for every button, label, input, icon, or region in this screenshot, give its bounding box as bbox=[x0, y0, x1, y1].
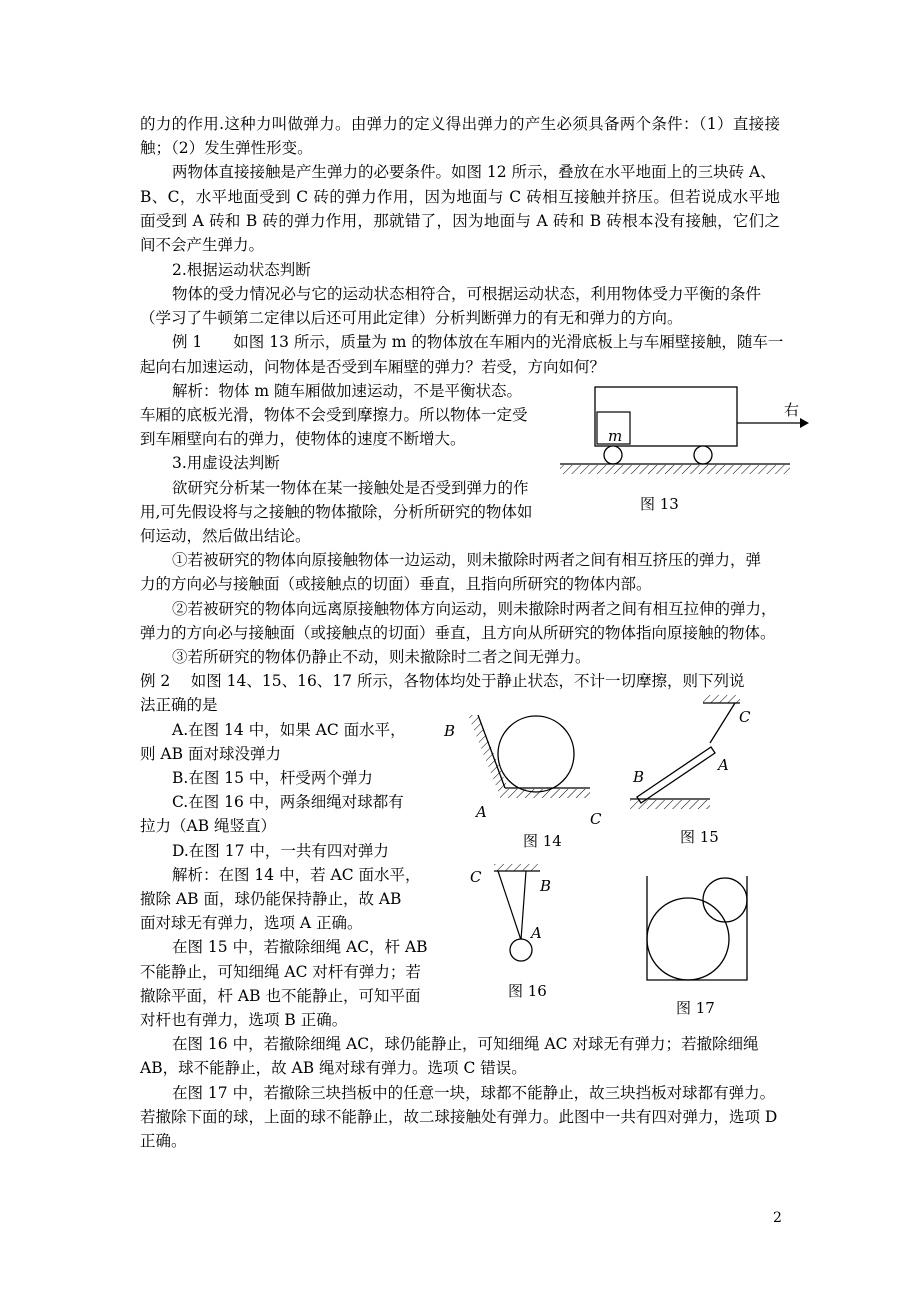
text-line: 两物体直接接触是产生弹力的必要条件。如图 12 所示，叠放在水平地面上的三块砖 A、 bbox=[172, 163, 776, 181]
option-c: C.在图 16 中，两条细绳对球都有 bbox=[172, 793, 404, 811]
text-line: 起向右加速运动，问物体是否受到车厢壁的弹力？若受，方向如何？ bbox=[140, 358, 606, 376]
text-line: 撤除 AB 面，球仍能保持静止，故 AB bbox=[140, 890, 402, 908]
text-line: 撤除平面，杆 AB 也不能静止，可知平面 bbox=[140, 987, 421, 1005]
text-line: B、C，水平地面受到 C 砖的弹力作用，因为地面与 C 砖相互接触并挤压。但若说成水平地 bbox=[140, 188, 780, 206]
page-number: 2 bbox=[773, 1210, 782, 1226]
figure-caption: 图 14 bbox=[523, 832, 562, 850]
point-label-b: B bbox=[444, 722, 456, 740]
text-line: 则 AB 面对球没弹力 bbox=[140, 745, 281, 763]
text-line: （学习了牛顿第二定律以后还可用此定律）分析判断弹力的有无和弹力的方向。 bbox=[140, 309, 683, 327]
figure-caption: 图 17 bbox=[676, 999, 715, 1017]
text-line: ①若被研究的物体向原接触物体一边运动，则未撤除时两者之间有相互挤压的弹力，弹 bbox=[172, 551, 762, 569]
text-line: 解析：在图 14 中，若 AC 面水平， bbox=[172, 866, 421, 884]
example-heading: 例 1 如图 13 所示，质量为 m 的物体放在车厢内的光滑底板上与车厢壁接触，随车一 bbox=[172, 333, 784, 351]
section-heading: 3.用虚设法判断 bbox=[172, 454, 280, 472]
text-line: 正确。 bbox=[140, 1132, 187, 1150]
text-line: 解析：物体 m 随车厢做加速运动，不是平衡状态。 bbox=[172, 382, 523, 400]
point-label-a: A bbox=[531, 924, 542, 942]
text-line: 物体的受力情况必与它的运动状态相符合，可根据运动状态，利用物体受力平衡的条件 bbox=[172, 285, 762, 303]
figure-caption: 图 13 bbox=[640, 495, 679, 513]
figure-15 bbox=[625, 695, 755, 815]
figure-caption: 图 15 bbox=[680, 828, 719, 846]
text-line: 欲研究分析某一物体在某一接触处是否受到弹力的作 bbox=[172, 479, 529, 497]
text-line: AB，球不能静止，故 AB 绳对球有弹力。选项 C 错误。 bbox=[140, 1059, 527, 1077]
mass-label: m bbox=[608, 427, 623, 445]
option-b: B.在图 15 中，杆受两个弹力 bbox=[172, 769, 373, 787]
text-line: 用,可先假设将与之接触的物体撤除，分析所研究的物体如 bbox=[140, 503, 533, 521]
text-line: 面受到 A 砖和 B 砖的弹力作用，那就错了，因为地面与 A 砖和 B 砖根本没有接触，它们之 bbox=[140, 212, 780, 230]
text-line: 若撤除下面的球，上面的球不能静止，故二球接触处有弹力。此图中一共有四对弹力，选项 D bbox=[140, 1108, 778, 1126]
text-line: 对杆也有弹力，选项 B 正确。 bbox=[140, 1011, 348, 1029]
point-label-c: C bbox=[590, 810, 602, 828]
text-line: 间不会产生弹力。 bbox=[140, 236, 265, 254]
section-heading: 2.根据运动状态判断 bbox=[172, 261, 311, 279]
text-line: 法正确的是 bbox=[140, 696, 218, 714]
point-label-a: A bbox=[476, 803, 487, 821]
text-line: 面对球无有弹力，选项 A 正确。 bbox=[140, 914, 363, 932]
text-line: 在图 17 中，若撤除三块挡板中的任意一块，球都不能静止，故三块挡板对球都有弹力。 bbox=[172, 1084, 776, 1102]
point-label-b: B bbox=[540, 877, 552, 895]
text-line: ②若被研究的物体向远离原接触物体方向运动，则未撤除时两者之间有相互拉伸的弹力， bbox=[172, 600, 777, 618]
point-label-c: C bbox=[470, 868, 482, 886]
point-label-a: A bbox=[718, 756, 729, 774]
option-a: A.在图 14 中，如果 AC 面水平， bbox=[172, 721, 406, 739]
text-line: 不能静止，可知细绳 AC 对杆有弹力；若 bbox=[140, 963, 421, 981]
direction-label: 右 bbox=[784, 401, 800, 419]
text-line: 在图 16 中，若撤除细绳 AC，球仍能静止，可知细绳 AC 对球无有弹力；若撤除细绳 bbox=[172, 1035, 759, 1053]
figure-13 bbox=[555, 380, 815, 490]
text-line: 弹力的方向必与接触面（或接触点的切面）垂直，且方向从所研究的物体指向原接触的物体。 bbox=[140, 624, 776, 642]
text-line: 的力的作用.这种力叫做弹力。由弹力的定义得出弹力的产生必须具备两个条件：（1）直接接 bbox=[140, 115, 780, 133]
point-label-c: C bbox=[739, 708, 751, 726]
figure-17 bbox=[640, 868, 760, 988]
text-line: 到车厢壁向右的弹力，使物体的速度不断增大。 bbox=[140, 430, 466, 448]
text-line: 力的方向必与接触面（或接触点的切面）垂直，且指向所研究的物体内部。 bbox=[140, 575, 652, 593]
text-line: 在图 15 中，若撤除细绳 AC，杆 AB bbox=[172, 938, 428, 956]
text-line: ③若所研究的物体仍静止不动，则未撤除时二者之间无弹力。 bbox=[172, 648, 591, 666]
point-label-b: B bbox=[633, 768, 645, 786]
example-heading: 例 2 如图 14、15、16、17 所示，各物体均处于静止状态，不计一切摩擦，则下列说 bbox=[140, 672, 745, 690]
figure-caption: 图 16 bbox=[508, 982, 547, 1000]
text-line: 触；（2）发生弹性形变。 bbox=[140, 139, 313, 157]
text-line: 何运动，然后做出结论。 bbox=[140, 527, 311, 545]
text-line: 车厢的底板光滑，物体不会受到摩擦力。所以物体一定受 bbox=[140, 406, 528, 424]
text-line: 拉力（AB 绳竖直） bbox=[140, 817, 277, 835]
option-d: D.在图 17 中，一共有四对弹力 bbox=[172, 842, 389, 860]
